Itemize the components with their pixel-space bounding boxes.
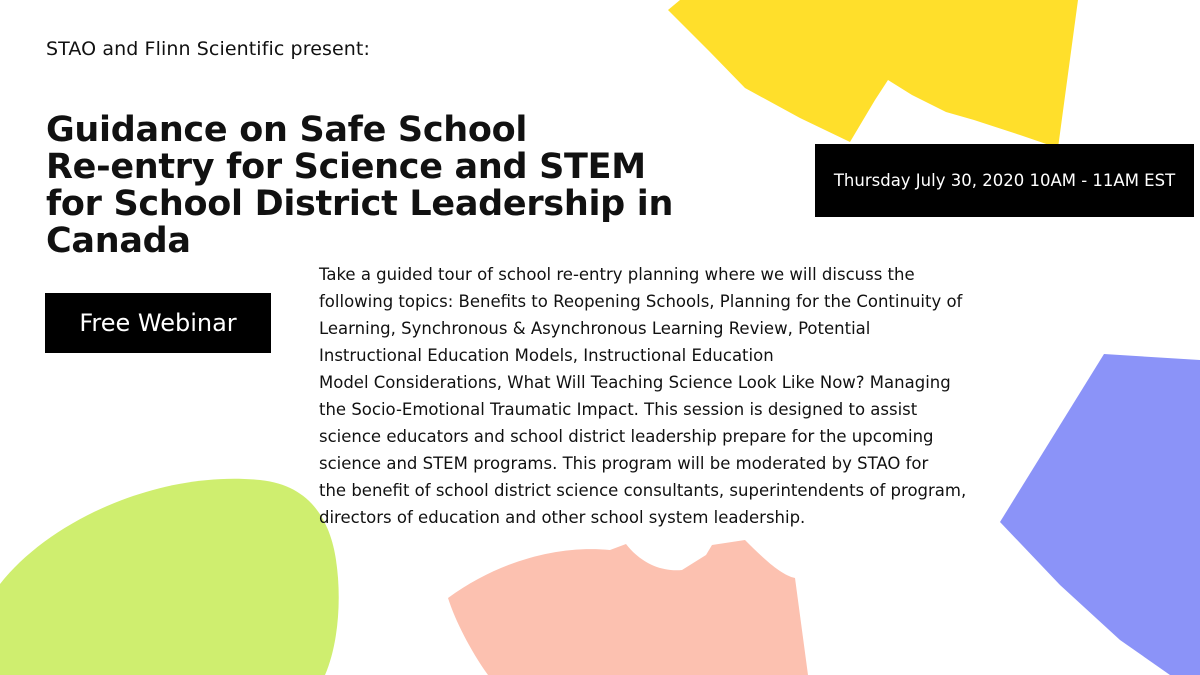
description-line: science and STEM programs. This program will be moderated by STAO for bbox=[319, 454, 929, 473]
green-shape bbox=[0, 479, 339, 675]
yellow-shape bbox=[668, 0, 1078, 148]
free-webinar-button[interactable] bbox=[45, 293, 271, 353]
description-paragraph bbox=[319, 261, 1019, 531]
description-line: Model Considerations, What Will Teaching Science Look Like Now? Managing bbox=[319, 373, 951, 392]
description-line: Instructional Education Models, Instructional Education bbox=[319, 346, 774, 365]
description-line: the Socio-Emotional Traumatic Impact. This session is designed to assist bbox=[319, 400, 918, 419]
pink-shape bbox=[448, 540, 808, 675]
description-line: science educators and school district leadership prepare for the upcoming bbox=[319, 427, 934, 446]
description-line: the benefit of school district science consultants, superintendents of program, bbox=[319, 481, 967, 500]
title-line: Guidance on Safe School bbox=[46, 110, 528, 150]
description-line: directors of education and other school system leadership. bbox=[319, 508, 806, 527]
blue-shape bbox=[1000, 354, 1200, 675]
webinar-title bbox=[46, 112, 686, 260]
free-webinar-label: Free Webinar bbox=[79, 309, 237, 337]
title-line: for School District Leadership in bbox=[46, 184, 674, 224]
description-line: Take a guided tour of school re-entry planning where we will discuss the bbox=[319, 265, 915, 284]
description-line: Learning, Synchronous & Asynchronous Learning Review, Potential bbox=[319, 319, 871, 338]
date-time-box bbox=[815, 144, 1194, 217]
title-line: Re-entry for Science and STEM bbox=[46, 147, 646, 187]
title-line: Canada bbox=[46, 221, 191, 261]
description-line: following topics: Benefits to Reopening Schools, Planning for the Continuity of bbox=[319, 292, 963, 311]
presenter-line: STAO and Flinn Scientific present: bbox=[46, 38, 370, 60]
date-time-label: Thursday July 30, 2020 10AM - 11AM EST bbox=[833, 171, 1176, 190]
